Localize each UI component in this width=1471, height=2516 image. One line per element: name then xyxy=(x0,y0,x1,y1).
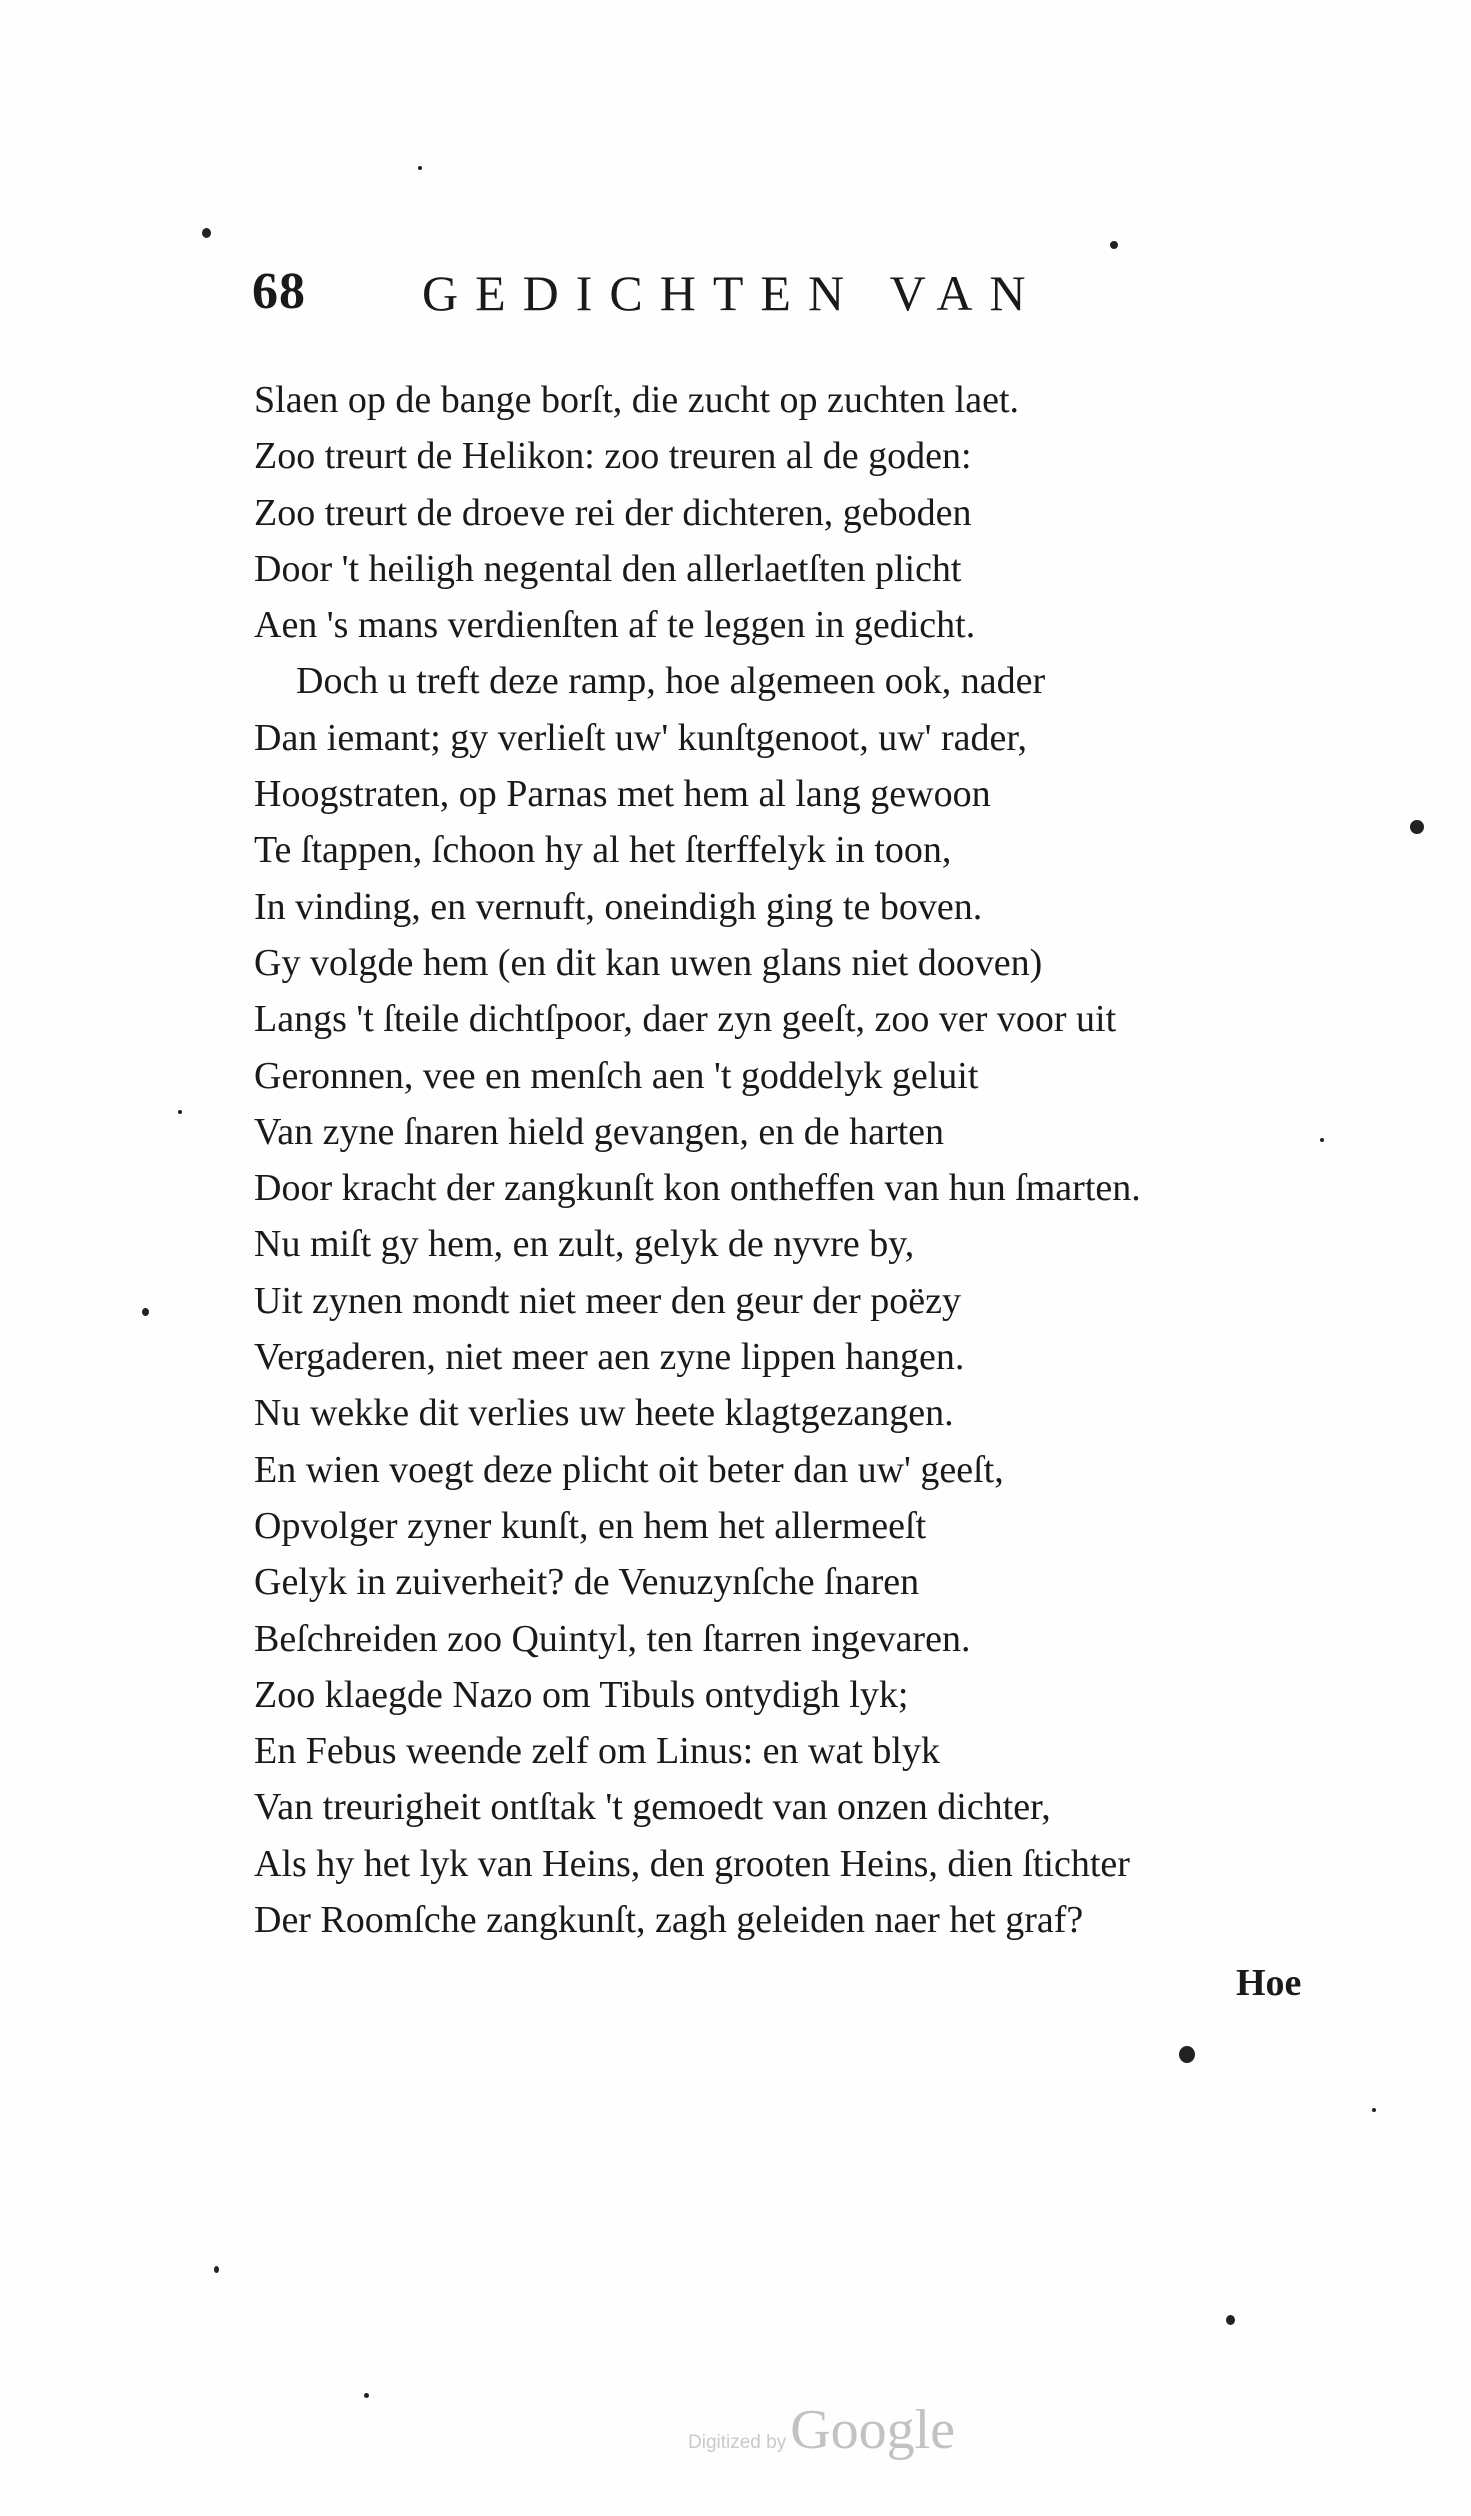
poem-line: Nu miſt gy hem, en zult, gelyk de nyvre by, xyxy=(254,1223,915,1266)
ink-speck xyxy=(1226,2315,1235,2325)
poem-line: Door 't heiligh negental den allerlaetſten plicht xyxy=(254,547,962,590)
poem-line: En wien voegt deze plicht oit beter dan uw' geeſt, xyxy=(254,1448,1004,1491)
poem-line: Door kracht der zangkunſt kon ontheffen van hun ſmarten. xyxy=(254,1167,1141,1210)
ink-speck xyxy=(142,1308,149,1316)
poem-line: Uit zynen mondt niet meer den geur der poëzy xyxy=(254,1279,961,1322)
ink-speck xyxy=(1372,2108,1376,2112)
poem-line: Zoo treurt de droeve rei der dichteren, geboden xyxy=(254,491,972,534)
poem-line: Geronnen, vee en menſch aen 't goddelyk geluit xyxy=(254,1054,979,1097)
ink-speck xyxy=(1410,820,1424,834)
poem-line: In vinding, en vernuft, oneindigh ging te boven. xyxy=(254,885,983,928)
ink-speck xyxy=(1110,241,1118,249)
poem-line: Dan iemant; gy verlieſt uw' kunſtgenoot, uw' rader, xyxy=(254,716,1028,759)
ink-speck xyxy=(418,166,422,170)
poem-line: Beſchreiden zoo Quintyl, ten ſtarren ingevaren. xyxy=(254,1617,971,1660)
poem-line: Gelyk in zuiverheit? de Venuzynſche ſnaren xyxy=(254,1561,920,1604)
watermark-brand: Google xyxy=(790,2399,956,2461)
running-title: GEDICHTEN VAN xyxy=(422,265,1043,321)
poem-line: Als hy het lyk van Heins, den grooten Heins, dien ſtichter xyxy=(254,1842,1130,1885)
poem-line: Van zyne ſnaren hield gevangen, en de harten xyxy=(254,1110,945,1153)
poem-line: Hoogstraten, op Parnas met hem al lang gewoon xyxy=(254,773,991,816)
poem-line: Vergaderen, niet meer aen zyne lippen hangen. xyxy=(254,1336,965,1379)
poem-line: Van treurigheit ontſtak 't gemoedt van onzen dichter, xyxy=(254,1786,1051,1829)
ink-speck xyxy=(202,228,211,238)
poem-line: Aen 's mans verdienſten af te leggen in gedicht. xyxy=(254,604,976,647)
poem-line: Slaen op de bange borſt, die zucht op zuchten laet. xyxy=(254,379,1020,421)
poem-line: Zoo treurt de Helikon: zoo treuren al de goden: xyxy=(254,435,972,478)
poem-line: Te ſtappen, ſchoon hy al het ſterffelyk in toon, xyxy=(254,829,952,872)
page-number: 68 xyxy=(252,263,306,320)
poem-text xyxy=(254,372,1344,1948)
catchword: Hoe xyxy=(1236,1962,1302,2004)
ink-speck xyxy=(364,2393,369,2398)
page-header xyxy=(252,262,1172,342)
watermark-prefix: Digitized by xyxy=(688,2432,787,2453)
poem-line: Opvolger zyner kunſt, en hem het allermeeſt xyxy=(254,1504,927,1547)
poem-line: En Febus weende zelf om Linus: en wat blyk xyxy=(254,1730,940,1773)
digitized-watermark xyxy=(688,2398,955,2462)
poem-line: Doch u treft deze ramp, hoe algemeen ook, nader xyxy=(296,660,1046,703)
poem-line: Langs 't ſteile dichtſpoor, daer zyn geeſt, zoo ver voor uit xyxy=(254,998,1117,1041)
poem-line: Zoo klaegde Nazo om Tibuls ontydigh lyk; xyxy=(254,1673,909,1716)
ink-speck xyxy=(214,2266,219,2273)
ink-speck xyxy=(1179,2046,1195,2063)
poem-line: Gy volgde hem (en dit kan uwen glans niet dooven) xyxy=(254,941,1043,984)
ink-speck xyxy=(178,1110,182,1114)
poem-line: Nu wekke dit verlies uw heete klagtgezangen. xyxy=(254,1392,954,1435)
poem-line: Der Roomſche zangkunſt, zagh geleiden naer het graf? xyxy=(254,1899,1084,1942)
